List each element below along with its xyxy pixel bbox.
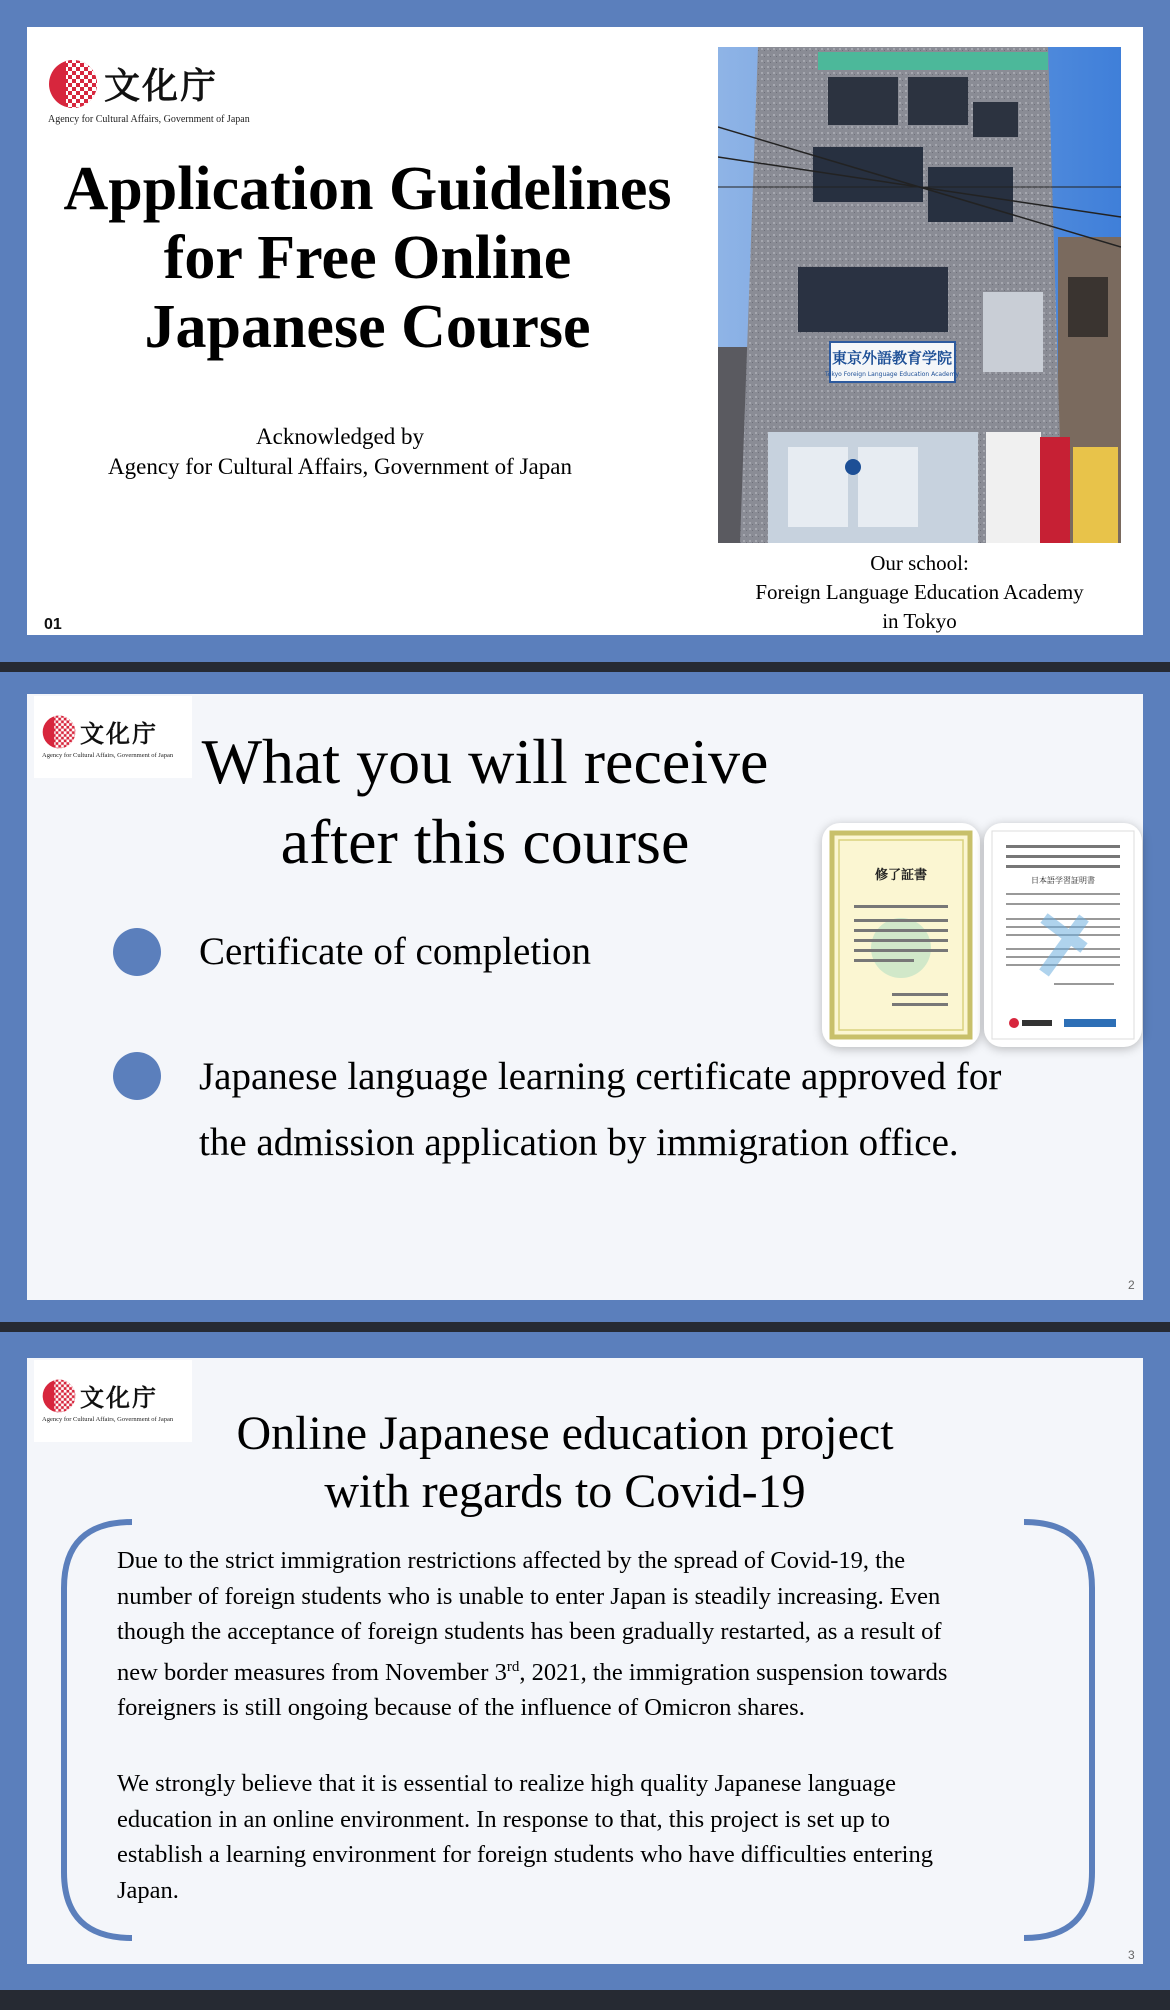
slide-3-page-number: 3 — [1128, 1948, 1135, 1962]
logo-caption: Agency for Cultural Affairs, Government of Japan — [42, 752, 174, 759]
completion-certificate-image — [822, 823, 980, 1047]
slide-3-title: Online Japanese education project with regards to Covid-19 — [236, 1407, 894, 1518]
slide-2-page-number: 2 — [1128, 1278, 1135, 1292]
learning-certificate-image — [984, 823, 1142, 1047]
photo-caption: Our school: Foreign Language Education Academy in Tokyo — [755, 551, 1084, 633]
cert1-heading: 修了証書 — [874, 868, 928, 883]
paragraph-project-purpose: We strongly believe that it is essential to realize high quality Japanese language education in an online environment. In response to that, this project is set up to establish a learning environment for foreign students who have difficulties entering Japan. — [117, 1770, 933, 1904]
photo-sign-subtext: Tokyo Foreign Language Education Academy — [825, 371, 959, 378]
slide-2-title: What you will receive after this course — [201, 726, 769, 877]
school-building-photo — [718, 47, 1121, 543]
checker-emblem-icon — [42, 715, 76, 749]
bullet-item-learning-certificate: Japanese language learning certificate approved for the admission application by immigration office. — [199, 1055, 1002, 1164]
logo-caption: Agency for Cultural Affairs, Government of Japan — [42, 1416, 174, 1423]
bullet-dot-icon — [113, 1052, 161, 1100]
bullet-item-certificate: Certificate of completion — [199, 930, 592, 973]
paragraph-covid-restrictions: Due to the strict immigration restrictions affected by the spread of Covid-19, the number of foreign students who is unable to enter Japan is steadily increasing. Even though the acceptance of foreign students has been gradually restarted, as a result of new border measures from November 3rd, 2021, the immigration suspension towards foreigners is still ongoing because of the influence of Omicron shares. — [117, 1547, 948, 1722]
agency-logo — [48, 58, 278, 128]
logo-kanji: 文化庁 — [104, 65, 219, 107]
logo-caption: Agency for Cultural Affairs, Government of Japan — [48, 114, 250, 125]
logo-kanji: 文化庁 — [80, 1383, 158, 1412]
slide-1-title: Application Guidelines for Free Online Japanese Course — [63, 155, 672, 361]
bullet-dot-icon — [113, 928, 161, 976]
logo-kanji: 文化庁 — [80, 719, 158, 748]
photo-sign-text: 東京外語教育学院 — [831, 349, 953, 367]
acknowledgement: Acknowledged by Agency for Cultural Affairs, Government of Japan — [108, 424, 572, 479]
cert2-heading: 日本語学習証明書 — [1031, 876, 1095, 885]
agency-logo-slide-2 — [34, 696, 192, 778]
slide-1-page-number: 01 — [44, 616, 62, 633]
checker-emblem-icon — [48, 59, 98, 109]
checker-emblem-icon — [42, 1379, 76, 1413]
